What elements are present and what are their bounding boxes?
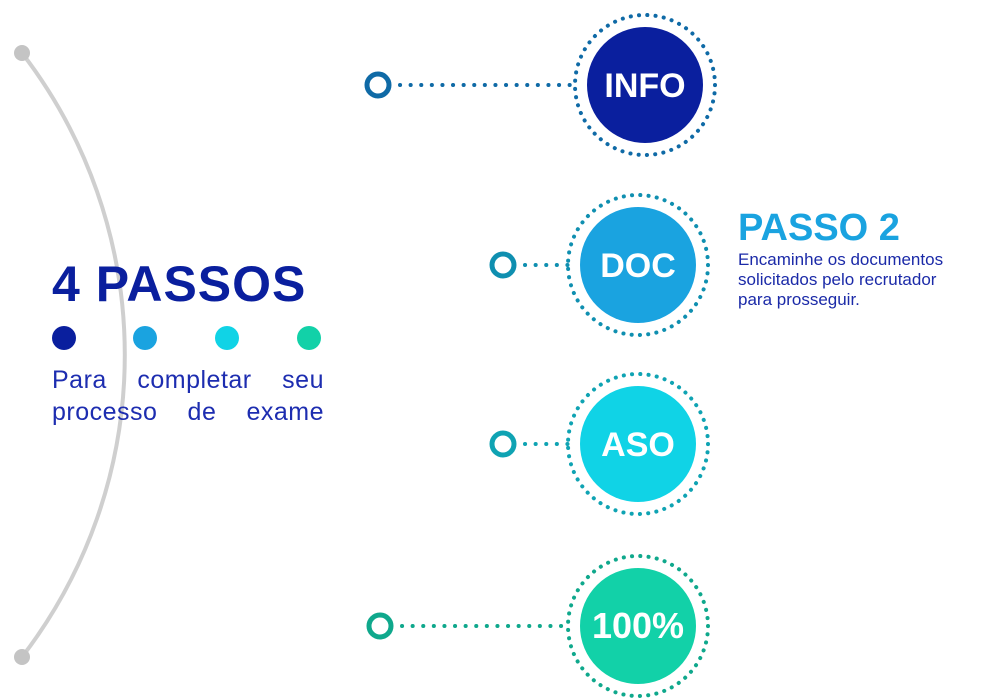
page-title: 4 PASSOS xyxy=(52,256,307,312)
step-4-label: 100% xyxy=(591,605,685,646)
legend-dots xyxy=(52,324,324,352)
step-3-node xyxy=(492,433,514,455)
step-description-line-2: solicitados pelo recrutador xyxy=(738,270,937,289)
steps-layer xyxy=(367,15,715,696)
step-2 xyxy=(492,195,708,335)
legend-dot-1 xyxy=(52,326,76,350)
step-2-node xyxy=(492,254,514,276)
step-1-node xyxy=(367,74,389,96)
step-3 xyxy=(492,374,708,514)
active-step-title: PASSO 2 xyxy=(738,207,900,249)
legend-dot-3 xyxy=(215,326,239,350)
step-1-label: INFO xyxy=(604,67,686,105)
legend-dot-2 xyxy=(133,326,157,350)
arc-end-dot xyxy=(14,649,30,665)
step-4 xyxy=(369,556,708,696)
step-description-line-1: Encaminhe os documentos xyxy=(738,250,944,269)
legend-dot-4 xyxy=(297,326,321,350)
step-description-line-3: para prosseguir. xyxy=(738,290,860,309)
step-3-label: ASO xyxy=(601,426,675,464)
active-step-detail xyxy=(738,206,993,310)
arc-start-dot xyxy=(14,45,30,61)
step-4-node xyxy=(369,615,391,637)
step-2-label: DOC xyxy=(600,247,676,285)
step-1 xyxy=(367,15,715,155)
title-block xyxy=(52,252,342,428)
subtitle: Para completar seu processo de exame xyxy=(52,366,324,426)
